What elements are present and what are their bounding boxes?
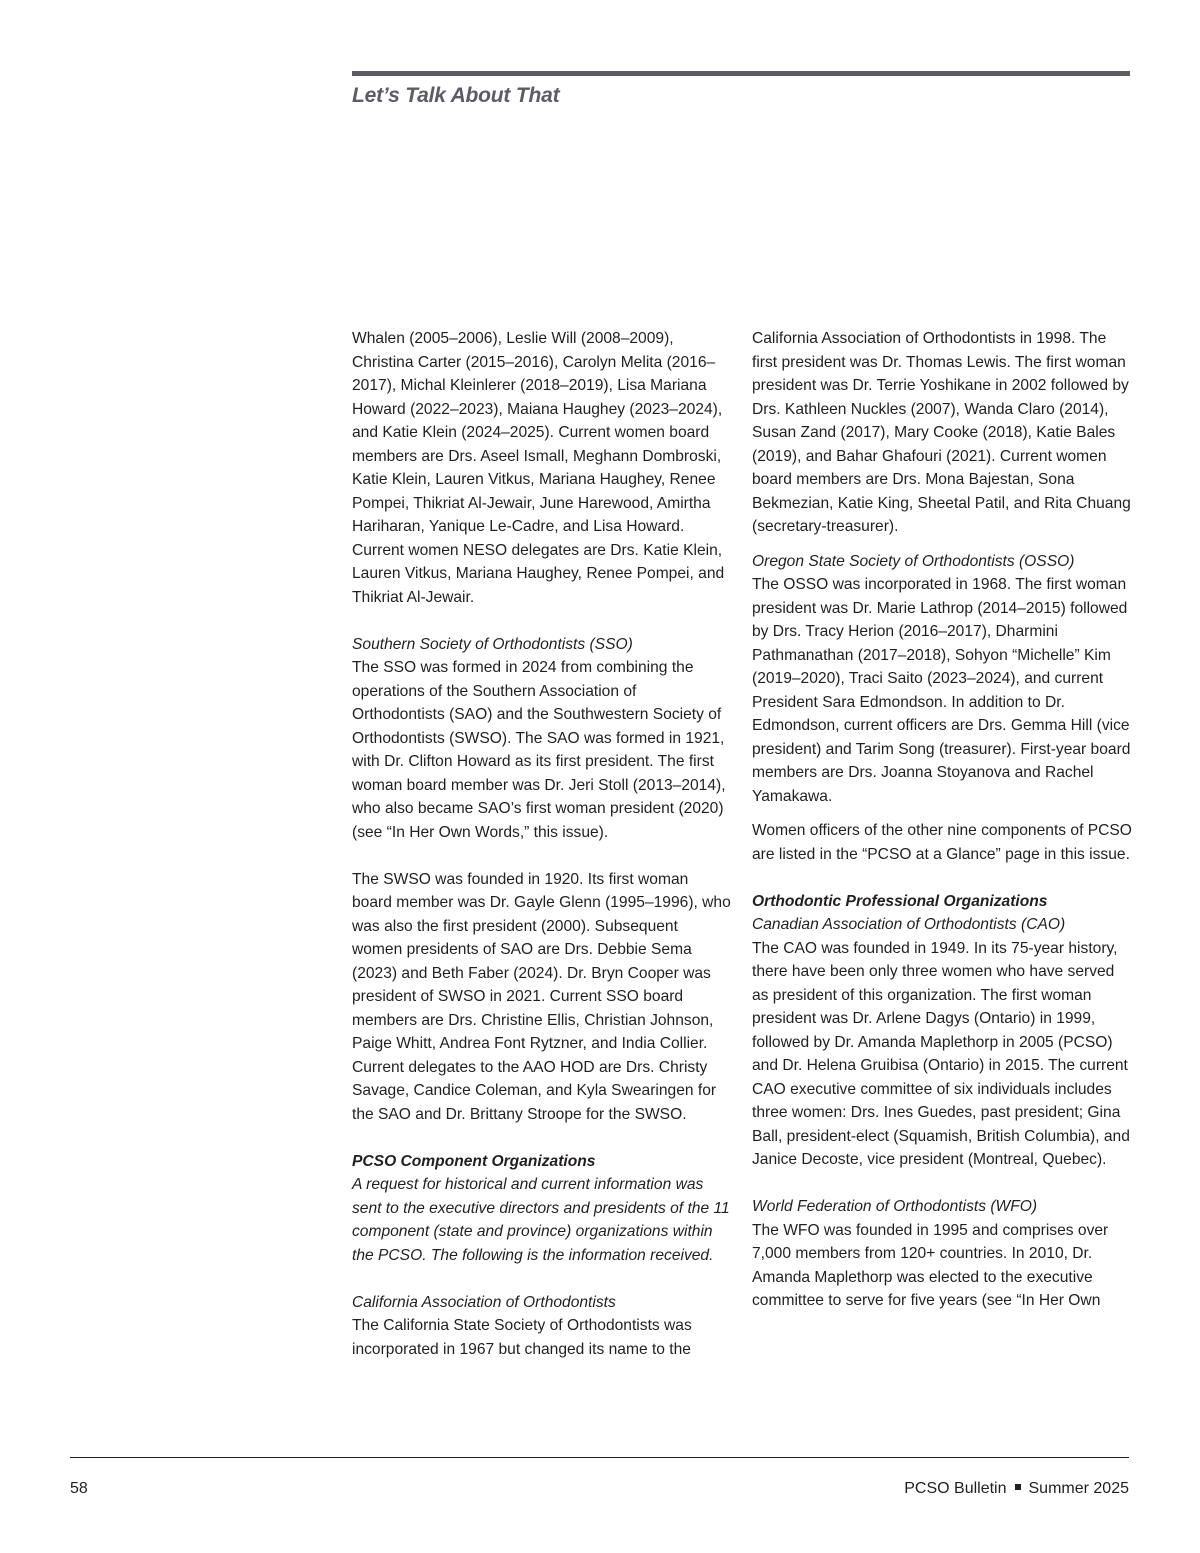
osso-paragraph: The OSSO was incorporated in 1968. The first woman president was Dr. Marie Lathrop (2014–2015) followed by Drs. Tracy Herion (2016–2017), Dharmini Pathmanathan (2017–2018), Sohyon “Michelle” Kim (2019–2020), Traci Saito (2023–2024), and current President Sara Edmondson. In addition to Dr. Edmondson, current officers are Drs. Gemma Hill (vice president) and Tarim Song (treasurer). First-year board members are Drs. Joanna Stoyanova and Rachel Yamakawa. [752, 576, 1131, 805]
left-column [352, 327, 732, 1361]
square-bullet-icon [1015, 1484, 1021, 1490]
header-rule [352, 71, 1130, 76]
page-number: 58 [70, 1480, 88, 1497]
california-association-paragraph: The California State Society of Orthodontists was incorporated in 1967 but changed its name to the [352, 1317, 692, 1358]
cao-heading: Canadian Association of Orthodontists (CAO) [752, 916, 1066, 933]
professional-organizations-heading: Orthodontic Professional Organizations [752, 892, 1048, 910]
other-components-paragraph: Women officers of the other nine components of PCSO are listed in the “PCSO at a Glance” page in this issue. [752, 822, 1132, 863]
wfo-heading: World Federation of Orthodontists (WFO) [752, 1198, 1038, 1215]
publication-name: PCSO Bulletin [904, 1480, 1007, 1497]
sso-paragraph: The SSO was formed in 2024 from combining the operations of the Southern Association of Orthodontists (SAO) and the Southwestern Society of Orthodontists (SWSO). The SAO was formed in 1921, with Dr. Clifton Howard as its first president. The first woman board member was Dr. Jeri Stoll (2013–2014), who also became SAO’s first woman president (2020) (see “In Her Own Words,” this issue). [352, 659, 726, 841]
california-association-heading: California Association of Orthodontists [352, 1293, 616, 1311]
swso-paragraph: The SWSO was founded in 1920. Its first woman board member was Dr. Gayle Glenn (1995–1996), who was also the first president (2000). Subsequent women presidents of SAO are Drs. Debbie Sema (2023) and Beth Faber (2024). Dr. Bryn Cooper was president of SWSO in 2021. Current SSO board members are Drs. Christine Ellis, Christian Johnson, Paige Whitt, Andrea Font Rytzner, and India Collier. Current delegates to the AAO HOD are Drs. Christy Savage, Candice Coleman, and Kyla Swearingen for the SAO and Dr. Brittany Stroope for the SWSO. [352, 870, 731, 1123]
sso-heading: Southern Society of Orthodontists (SSO) [352, 635, 633, 653]
footer-rule [70, 1457, 1129, 1458]
osso-heading: Oregon State Society of Orthodontists (OSSO) [752, 552, 1075, 570]
board-members-paragraph: Whalen (2005–2006), Leslie Will (2008–2009), Christina Carter (2015–2016), Carolyn Melita (2016–2017), Michal Kleinlerer (2018–2019), Lisa Mariana Howard (2022–2023), Maiana Haughey (2023–2024), and Katie Klein (2024–2025). Current women board members are Drs. Aseel Ismall, Meghann Dombroski, Katie Klein, Lauren Vitkus, Mariana Haughey, Renee Pompei, Thikriat Al-Jewair, June Harewood, Amirtha Hariharan, Yanique Le-Cadre, and Lisa Howard. Current women NESO delegates are Drs. Katie Klein, Lauren Vitkus, Mariana Haughey, Renee Pompei, and Thikriat Al-Jewair. [352, 330, 725, 606]
issue-label: Summer 2025 [1028, 1480, 1129, 1497]
right-column [752, 327, 1134, 1313]
publication-info [904, 1480, 1129, 1498]
pcso-components-heading: PCSO Component Organizations [352, 1152, 596, 1170]
section-title: Let’s Talk About That [352, 84, 560, 107]
california-continued-paragraph: California Association of Orthodontists in 1998. The first president was Dr. Thomas Lewis. The first woman president was Dr. Terrie Yoshikane in 2002 followed by Drs. Kathleen Nuckles (2007), Wanda Claro (2014), Susan Zand (2017), Mary Cooke (2018), Katie Bales (2019), and Bahar Ghafouri (2021). Current women board members are Drs. Mona Bajestan, Sona Bekmezian, Katie King, Sheetal Patil, and Rita Chuang (secretary-treasurer). [752, 330, 1131, 535]
cao-paragraph: The CAO was founded in 1949. In its 75-year history, there have been only three women who have served as president of this organization. The first woman president was Dr. Arlene Dagys (Ontario) in 1999, followed by Dr. Amanda Maplethorp in 2005 (PCSO) and Dr. Helena Gruibisa (Ontario) in 2015. The current CAO executive committee of six individuals includes three women: Drs. Ines Guedes, past president; Gina Ball, president-elect (Squamish, British Columbia), and Janice Decoste, vice president (Montreal, Quebec). [752, 939, 1130, 1168]
pcso-components-intro: A request for historical and current information was sent to the executive directors and presidents of the 11 component (state and province) organizations within the PCSO. The following is the information received. [352, 1176, 730, 1264]
wfo-paragraph: The WFO was founded in 1995 and comprises over 7,000 members from 120+ countries. In 2010, Dr. Amanda Maplethorp was elected to the executive committee to serve for five years (see “In Her Own [752, 1221, 1109, 1309]
